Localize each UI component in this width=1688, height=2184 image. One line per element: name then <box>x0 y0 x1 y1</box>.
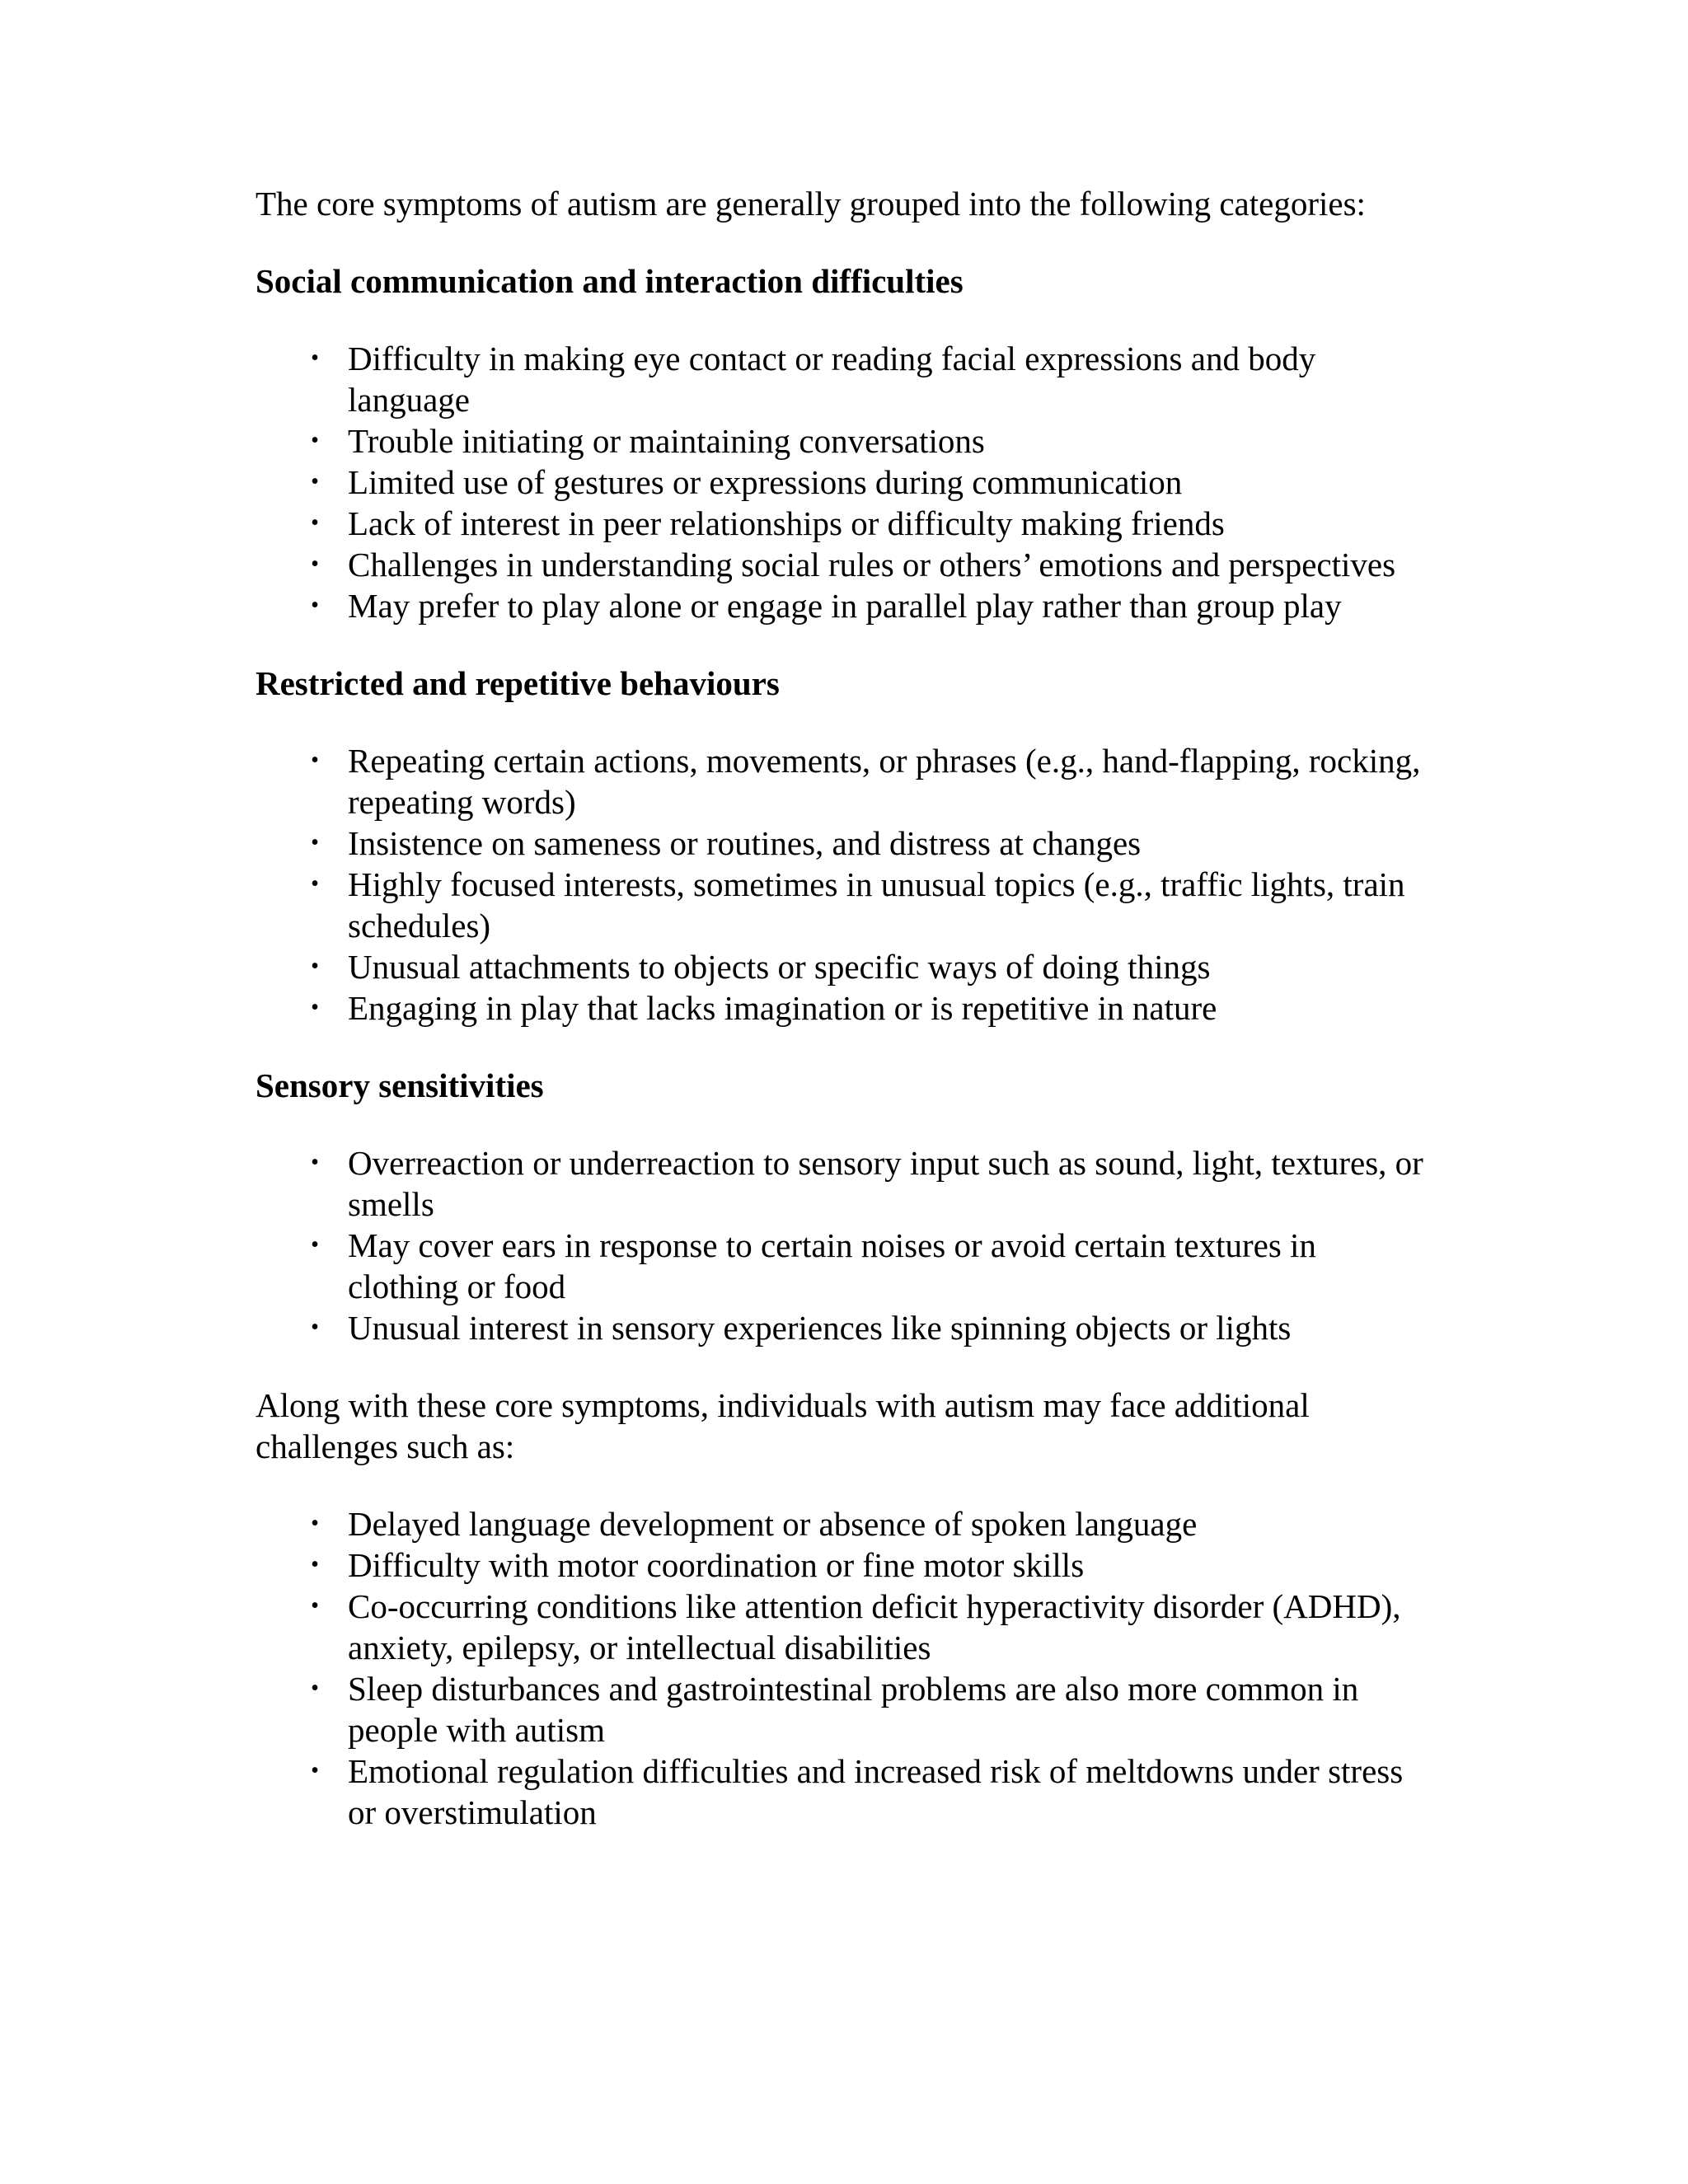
list-item <box>311 823 1434 864</box>
list-item <box>311 1586 1434 1668</box>
list-item <box>311 1142 1434 1225</box>
list-item-text: Trouble initiating or maintaining conversations <box>348 422 985 460</box>
bullet-icon: • <box>311 428 319 453</box>
bullet-icon: • <box>311 593 319 618</box>
list-item <box>311 420 1434 462</box>
list-item <box>311 1750 1434 1833</box>
bullet-icon: • <box>311 1593 319 1619</box>
list-item-text: Highly focused interests, sometimes in unusual topics (e.g., traffic lights, train schedules) <box>348 865 1405 944</box>
list-item-text: Unusual attachments to objects or specific ways of doing things <box>348 948 1211 986</box>
list-item-text: Emotional regulation difficulties and increased risk of meltdowns under stress or overstimulation <box>348 1752 1404 1831</box>
list-item-text: Lack of interest in peer relationships or difficulty making friends <box>348 504 1225 542</box>
list-item-text: Unusual interest in sensory experiences like spinning objects or lights <box>348 1309 1292 1347</box>
section-heading-repetitive: Restricted and repetitive behaviours <box>256 664 780 702</box>
list-item <box>311 987 1434 1029</box>
list-item-text: Challenges in understanding social rules or others’ emotions and perspectives <box>348 546 1396 583</box>
list-item <box>311 1225 1434 1307</box>
list-item-text: Insistence on sameness or routines, and distress at changes <box>348 824 1142 862</box>
list-item-text: May cover ears in response to certain noises or avoid certain textures in clothing or food <box>348 1226 1316 1305</box>
bullet-icon: • <box>311 1315 319 1340</box>
bullet-icon: • <box>311 510 319 536</box>
bullet-icon: • <box>311 748 319 773</box>
list-item <box>311 503 1434 544</box>
list-item <box>311 1544 1434 1586</box>
list-item-text: Difficulty with motor coordination or fine motor skills <box>348 1546 1085 1584</box>
list-item-text: Co-occurring conditions like attention deficit hyperactivity disorder (ADHD), anxiety, epilepsy, or intellectual disabilities <box>348 1587 1401 1666</box>
list-item-text: May prefer to play alone or engage in parallel play rather than group play <box>348 587 1342 625</box>
bullet-icon: • <box>311 1150 319 1175</box>
section-heading-social: Social communication and interaction difficulties <box>256 262 964 300</box>
bullet-icon: • <box>311 1232 319 1258</box>
document-body <box>256 183 1434 1869</box>
bullet-icon: • <box>311 551 319 577</box>
social-symptoms-list <box>256 338 1434 626</box>
additional-intro-paragraph: Along with these core symptoms, individuals with autism may face additional challenges such as: <box>256 1386 1310 1465</box>
list-item-text: Difficulty in making eye contact or reading facial expressions and body language <box>348 340 1316 419</box>
bullet-icon: • <box>311 1758 319 1783</box>
list-item <box>311 585 1434 626</box>
bullet-icon: • <box>311 830 319 855</box>
list-item <box>311 1503 1434 1544</box>
bullet-icon: • <box>311 1552 319 1577</box>
list-item <box>311 864 1434 946</box>
intro-paragraph: The core symptoms of autism are generally grouped into the following categories: <box>256 185 1366 223</box>
list-item <box>311 338 1434 420</box>
bullet-icon: • <box>311 469 319 494</box>
list-item-text: Engaging in play that lacks imagination or is repetitive in nature <box>348 989 1217 1027</box>
bullet-icon: • <box>311 954 319 979</box>
list-item <box>311 946 1434 987</box>
repetitive-behaviours-list <box>256 740 1434 1029</box>
list-item <box>311 1307 1434 1348</box>
bullet-icon: • <box>311 1511 319 1536</box>
section-heading-sensory: Sensory sensitivities <box>256 1066 544 1104</box>
bullet-icon: • <box>311 995 319 1020</box>
list-item-text: Overreaction or underreaction to sensory input such as sound, light, textures, or smells <box>348 1144 1423 1223</box>
bullet-icon: • <box>311 1675 319 1701</box>
bullet-icon: • <box>311 345 319 371</box>
list-item-text: Limited use of gestures or expressions during communication <box>348 463 1183 501</box>
additional-challenges-list <box>256 1503 1434 1833</box>
bullet-icon: • <box>311 871 319 897</box>
list-item <box>311 462 1434 503</box>
list-item-text: Repeating certain actions, movements, or phrases (e.g., hand-flapping, rocking, repeating words) <box>348 742 1421 821</box>
list-item-text: Delayed language development or absence of spoken language <box>348 1505 1198 1543</box>
list-item <box>311 740 1434 823</box>
list-item <box>311 1668 1434 1750</box>
sensory-sensitivities-list <box>256 1142 1434 1348</box>
list-item-text: Sleep disturbances and gastrointestinal problems are also more common in people with autism <box>348 1670 1359 1749</box>
list-item <box>311 544 1434 585</box>
